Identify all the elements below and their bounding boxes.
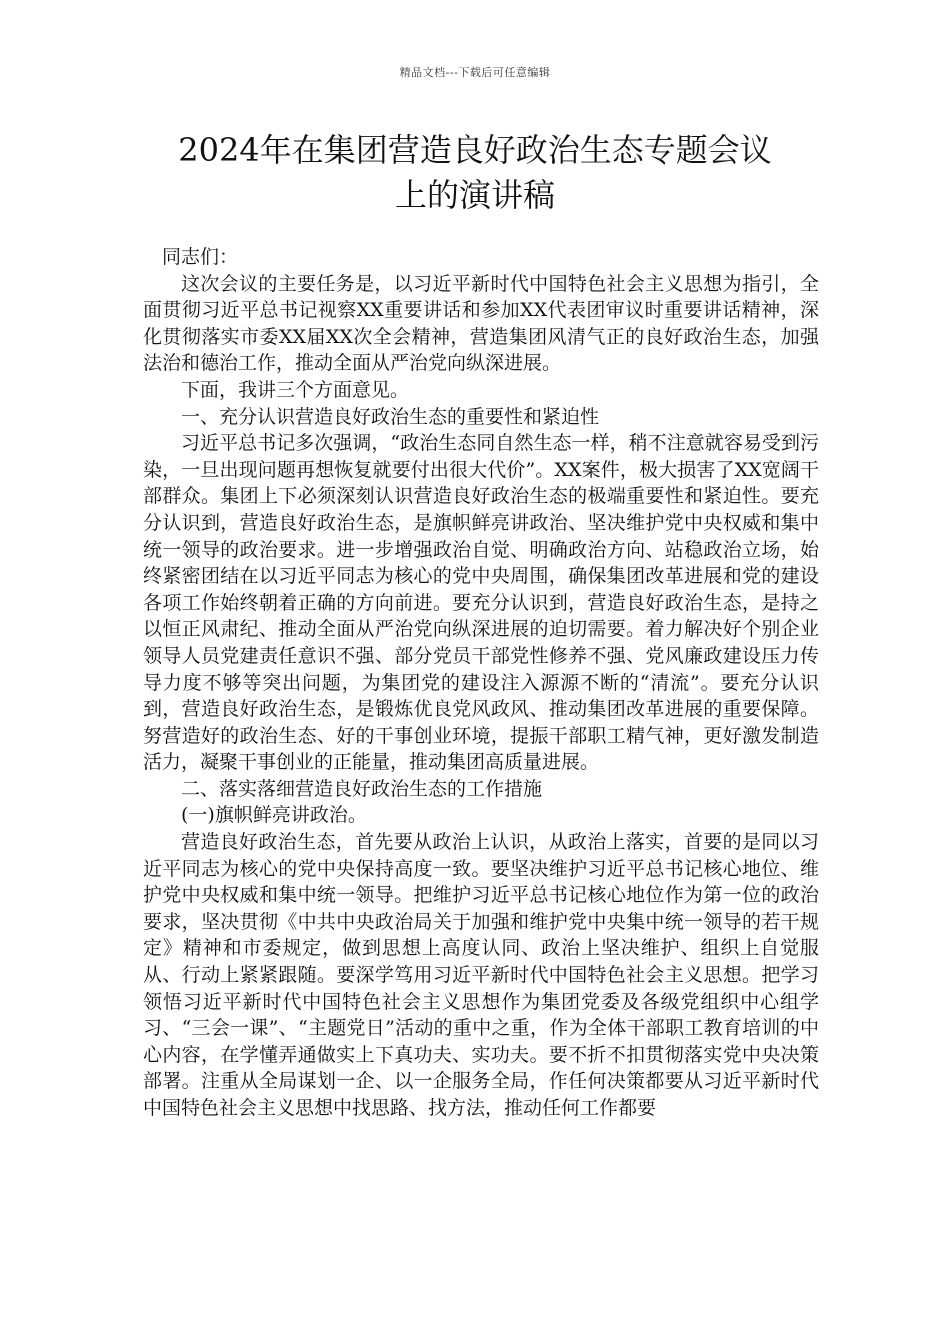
paragraph-outline: 下面，我讲三个方面意见。 <box>181 378 410 401</box>
paragraph-intro: 这次会议的主要任务是，以习近平新时代中国特色社会主义思想为指引，全面贯彻习近平总书记视察XX重要讲话和参加XX代表团审议时重要讲话精神，深化贯彻落实市委XX届XX次全会精神，营造集团风清气正的良好政治生态，加强法治和德治工作，推动全面从严治党向纵深进展。 <box>143 272 819 375</box>
title-line-1: 2024年在集团营造良好政治生态专题会议 <box>178 131 772 169</box>
title-line-2: 上的演讲稿 <box>394 176 555 214</box>
section-heading-2: 二、落实落细营造良好政治生态的工作措施 <box>181 777 543 800</box>
paragraph-section-1: 习近平总书记多次强调，“政治生态同自然生态一样，稍不注意就容易受到污染，一旦出现问题再想恢复就要付出很大代价”。XX案件，极大损害了XX宽阔干部群众。集团上下必须深刻认识营造良好政治生态的极端重要性和紧迫性。要充分认识到，营造良好政治生态，是旗帜鲜亮讲政治、坚决维护党中央权威和集中统一领导的政治要求。进一步增强政治自觉、明确政治方向、站稳政治立场，始终紧密团结在以习近平同志为核心的党中央周围，确保集团改革进展和党的建设各项工作始终朝着正确的方向前进。要充分认识到，营造良好政治生态，是持之以恒正风肃纪、推动全面从严治党向纵深进展的迫切需要。着力解决好个别企业领导人员党建责任意识不强、部分党员干部党性修养不强、党风廉政建设压力传导力度不够等突出问题，为集团党的建设注入源源不断的“清流”。要充分认识到，营造良好政治生态，是锻炼优良党风政风、推动集团改革进展的重要保障。努营造好的政治生态、好的干事创业环境，提振干部职工精气神，更好激发制造活力，凝聚干事创业的正能量，推动集团高质量进展。 <box>143 432 819 774</box>
header-watermark: 精品文档---下载后可任意编辑 <box>399 66 551 79</box>
section-heading-1: 一、充分认识营造良好政治生态的重要性和紧迫性 <box>181 405 600 428</box>
subsection-heading-1: (一)旗帜鲜亮讲政治。 <box>181 804 367 827</box>
paragraph-subsection-1: 营造良好政治生态，首先要从政治上认识，从政治上落实，首要的是同以习近平同志为核心的党中央保持高度一致。要坚决维护习近平总书记核心地位、维护党中央权威和集中统一领导。把维护习近平总书记核心地位作为第一位的政治要求，坚决贯彻《中共中央政治局关于加强和维护党中央集中统一领导的若干规定》精神和市委规定，做到思想上高度认同、政治上坚决维护、组织上自觉服从、行动上紧紧跟随。要深学笃用习近平新时代中国特色社会主义思想。把学习领悟习近平新时代中国特色社会主义思想作为集团党委及各级党组织中心组学习、“三会一课”、“主题党日”活动的重中之重，作为全体干部职工教育培训的中心内容，在学懂弄通做实上下真功夫、实功夫。要不折不扣贯彻落实党中央决策部署。注重从全局谋划一企、以一企服务全局，作任何决策都要从习近平新时代中国特色社会主义思想中找思路、找方法，推动任何工作都要 <box>143 831 819 1119</box>
document-body <box>143 244 819 1122</box>
salutation: 同志们： <box>162 246 239 268</box>
document-title <box>100 128 850 218</box>
